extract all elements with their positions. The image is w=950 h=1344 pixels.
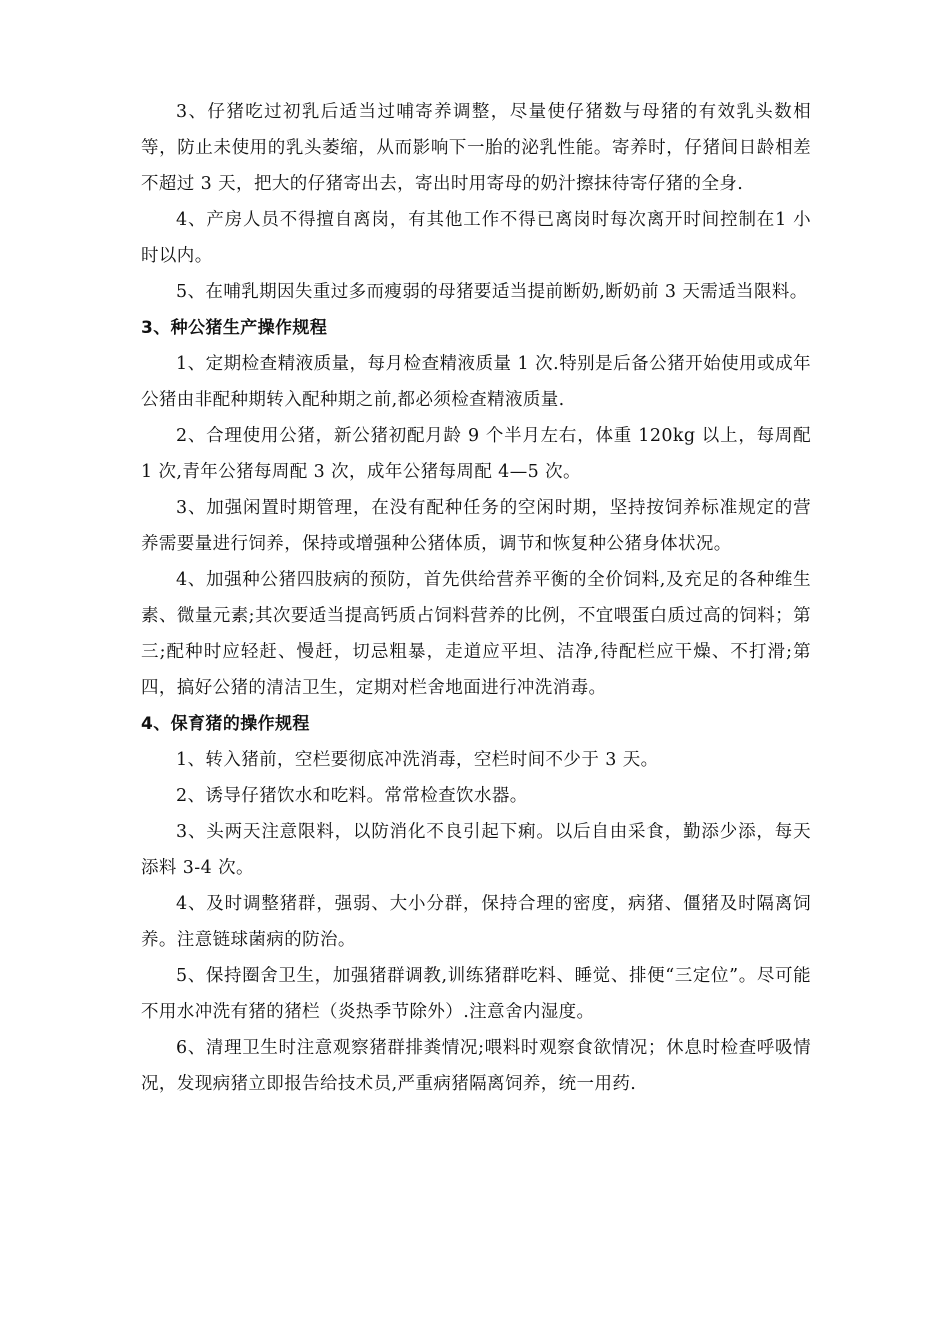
paragraph-piglet-fostering: 3、仔猪吃过初乳后适当过哺寄养调整，尽量使仔猪数与母猪的有效乳头数相等，防止未使用的乳头萎缩，从而影响下一胎的泌乳性能。寄养时，仔猪间日龄相差不超过 3 天，把大的仔猪寄出去，寄出时用寄母的奶汁擦抹待寄仔猪的全身. [141,102,811,194]
paragraph-observation: 6、清理卫生时注意观察猪群排粪情况;喂料时观察食欲情况；休息时检查呼吸情况，发现病猪立即报告给技术员,严重病猪隔离饲养，统一用药. [141,1038,811,1094]
paragraph-herd-grouping: 4、及时调整猪群，强弱、大小分群，保持合理的密度，病猪、僵猪及时隔离饲养。注意链球菌病的防治。 [141,894,811,950]
paragraph-boar-usage: 2、合理使用公猪，新公猪初配月龄 9 个半月左右，体重 120kg 以上，每周配 1 次,青年公猪每周配 3 次，成年公猪每周配 4—5 次。 [141,426,811,482]
section-heading-nursery: 4、保育猪的操作规程 [141,714,310,734]
document-body [141,94,811,1102]
paragraph-water-feed: 2、诱导仔猪饮水和吃料。常常检查饮水器。 [176,786,528,806]
paragraph-idle-management: 3、加强闲置时期管理，在没有配种任务的空闲时期，坚持按饲养标准规定的营养需要量进行饲养，保持或增强种公猪体质，调节和恢复种公猪身体状况。 [141,498,811,554]
paragraph-delivery-room-staff: 4、产房人员不得擅自离岗，有其他工作不得已离岗时每次离开时间控制在1 小时以内。 [141,210,811,266]
paragraph-pen-hygiene: 5、保持圈舍卫生，加强猪群调教,训练猪群吃料、睡觉、排便“三定位”。尽可能不用水冲洗有猪的猪栏（炎热季节除外）.注意舍内湿度。 [141,966,811,1022]
paragraph-semen-check: 1、定期检查精液质量，每月检查精液质量 1 次.特别是后备公猪开始使用或成年公猪由非配种期转入配种期之前,都必须检查精液质量. [141,354,811,410]
paragraph-pen-disinfection: 1、转入猪前，空栏要彻底冲洗消毒，空栏时间不少于 3 天。 [176,750,659,770]
paragraph-early-weaning: 5、在哺乳期因失重过多而瘦弱的母猪要适当提前断奶,断奶前 3 天需适当限料。 [176,282,808,302]
section-heading-boar: 3、种公猪生产操作规程 [141,318,328,338]
paragraph-limb-disease: 4、加强种公猪四肢病的预防，首先供给营养平衡的全价饲料,及充足的各种维生素、微量元素;其次要适当提高钙质占饲料营养的比例，不宜喂蛋白质过高的饲料；第三;配种时应轻赶、慢赶，切忌粗暴，走道应平坦、洁净,待配栏应干燥、不打滑;第四，搞好公猪的清洁卫生，定期对栏舍地面进行冲洗消毒。 [141,570,811,698]
paragraph-feed-limit: 3、头两天注意限料，以防消化不良引起下痢。以后自由采食，勤添少添，每天添料 3-4 次。 [141,822,811,878]
